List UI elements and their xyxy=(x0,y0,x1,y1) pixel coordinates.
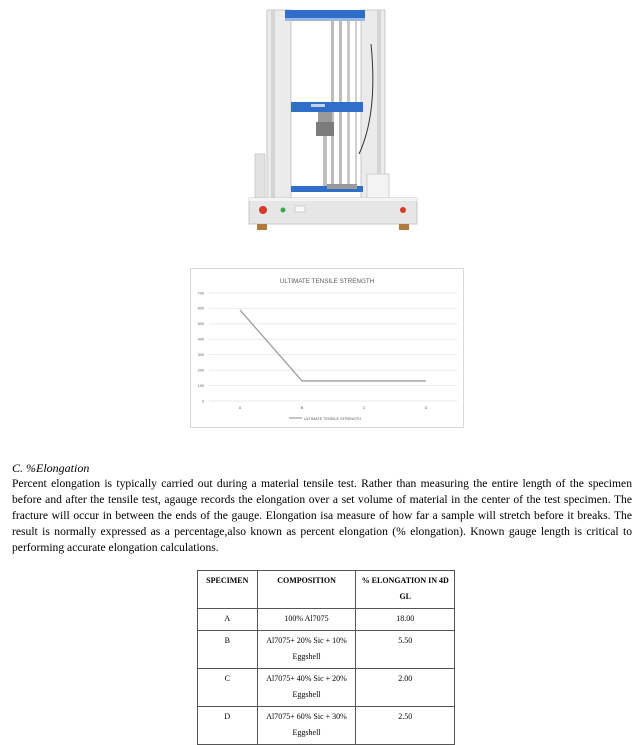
x-axis-ticks xyxy=(239,406,428,410)
cell-composition: Al7075+ 40% Sic + 20% Eggshell xyxy=(257,669,356,707)
cell-composition: 100% Al7075 xyxy=(257,609,356,631)
chart-legend xyxy=(289,417,361,421)
header-elongation: % ELONGATION IN 4D GL xyxy=(356,571,455,609)
x-tick-label: B xyxy=(300,406,304,410)
cell-elongation: 2.00 xyxy=(356,669,455,707)
cell-specimen: D xyxy=(198,707,258,745)
y-tick-label: 700 xyxy=(197,291,204,296)
table-row xyxy=(198,707,455,745)
header-composition: COMPOSITION xyxy=(257,571,356,609)
table-header-row xyxy=(198,571,455,609)
chart-gridlines xyxy=(209,293,457,401)
legend-label: ULTIMATE TENSILE STRENGTH xyxy=(304,417,361,421)
y-axis-ticks xyxy=(198,291,204,403)
section-heading: C. %Elongation xyxy=(12,461,90,475)
chart-title: ULTIMATE TENSILE STRENGTH xyxy=(279,278,375,285)
y-tick-label: 400 xyxy=(197,337,204,342)
cell-specimen: C xyxy=(198,669,258,707)
cell-elongation: 2.50 xyxy=(356,707,455,745)
y-tick-label: 0 xyxy=(201,399,204,404)
y-tick-label: 600 xyxy=(197,306,204,311)
tensile-testing-machine-image xyxy=(247,4,419,236)
y-tick-label: 300 xyxy=(197,353,204,358)
y-tick-label: 500 xyxy=(197,322,204,327)
y-tick-label: 100 xyxy=(197,383,204,388)
chart-canvas xyxy=(191,269,463,427)
x-tick-label: D xyxy=(424,406,428,410)
table-row xyxy=(198,631,455,669)
y-tick-label: 200 xyxy=(197,368,204,373)
cell-specimen: A xyxy=(198,609,258,631)
body-paragraph: Percent elongation is typically carried out during a material tensile test. Rather than measuring the entire length of the specimen before and after the tensile test, agauge records the elongation over a set volume of material in the center of the test specimen. The fracture will occur in between the ends of the gauge. Elongation isa measure of how far a sample will stretch before it breaks. The result is normally expressed as a percentage,also known as percent elongation (% elongation). Known gauge length is critical to performing accurate elongation calculations. xyxy=(12,477,632,554)
table-row xyxy=(198,669,455,707)
elongation-table xyxy=(197,570,455,745)
cell-elongation: 18.00 xyxy=(356,609,455,631)
cell-composition: Al7075+ 20% Sic + 10% Eggshell xyxy=(257,631,356,669)
cell-elongation: 5.50 xyxy=(356,631,455,669)
cell-composition: Al7075+ 60% Sic + 30% Eggshell xyxy=(257,707,356,745)
x-tick-label: C xyxy=(362,406,366,410)
x-tick-label: A xyxy=(238,406,242,410)
ultimate-tensile-strength-chart xyxy=(190,268,464,428)
header-specimen: SPECIMEN xyxy=(198,571,258,609)
table-row xyxy=(198,609,455,631)
cell-specimen: B xyxy=(198,631,258,669)
